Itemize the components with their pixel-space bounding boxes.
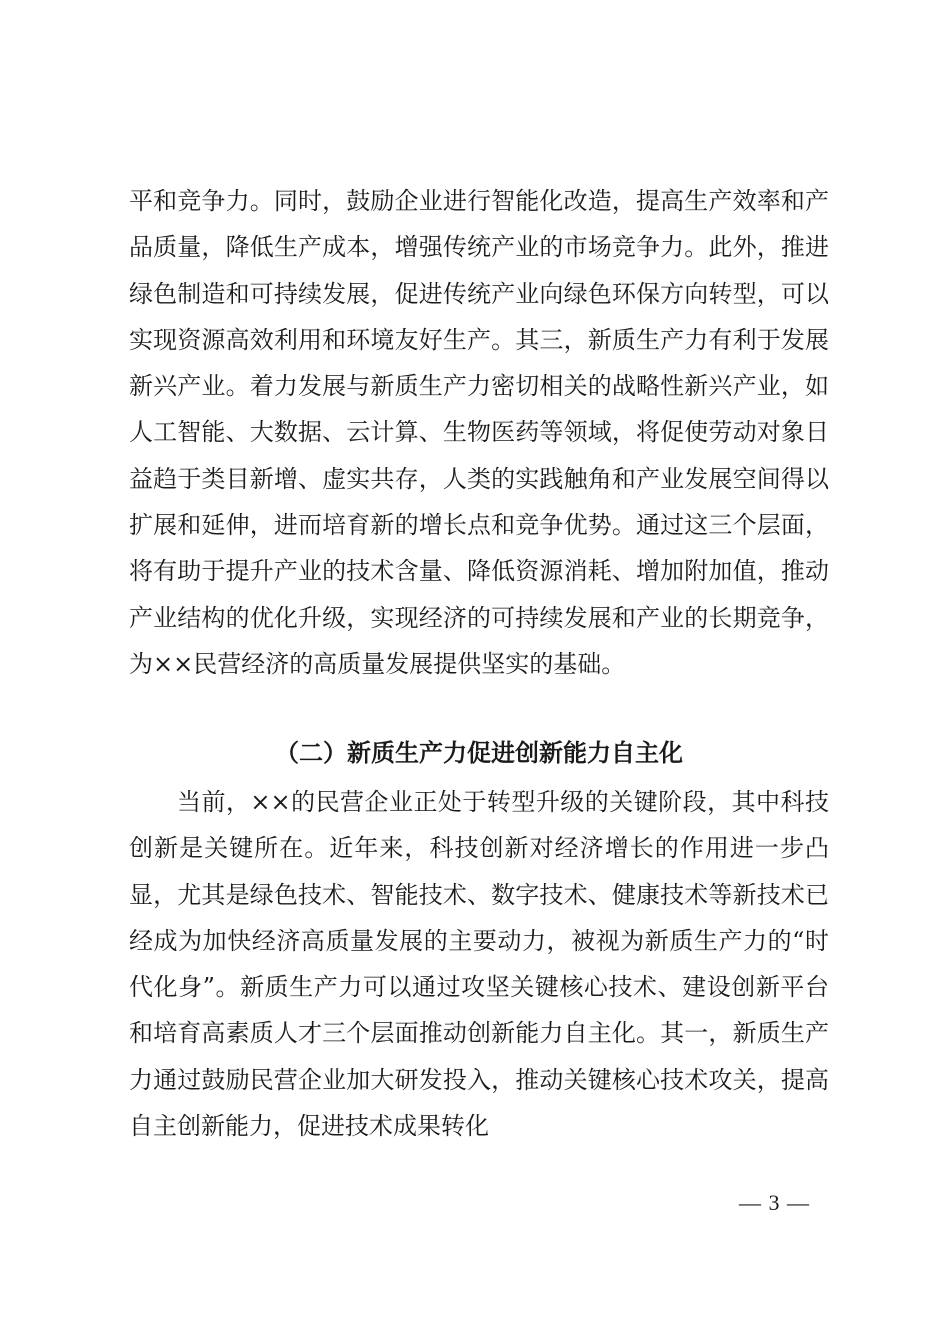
page-number: — 3 —	[739, 1190, 810, 1215]
section-heading: （二）新质生产力促进创新能力自主化	[275, 738, 683, 767]
body-paragraph-continued: 平和竞争力。同时，鼓励企业进行智能化改造，提高生产效率和产品质量，降低生产成本，增强传统产业的市场竞争力。此外，推进绿色制造和可持续发展，促进传统产业向绿色环保方向转型，可以实现资源高效利用和环境友好生产。其三，新质生产力有利于发展新兴产业。着力发展与新质生产力密切相关的战略性新兴产业，如人工智能、大数据、云计算、生物医药等领域，将促使劳动对象日益趋于类目新增、虚实共存，人类的实践触角和产业发展空间得以扩展和延伸，进而培育新的增长点和竞争优势。通过这三个层面，将有助于提升产业的技术含量、降低资源消耗、增加附加值，推动产业结构的优化升级，实现经济的可持续发展和产业的长期竞争，为××民营经济的高质量发展提供坚实的基础。	[129, 187, 829, 678]
body-paragraph-section-2: 当前，××的民营企业正处于转型升级的关键阶段，其中科技创新是关键所在。近年来，科技创新对经济增长的作用进一步凸显，尤其是绿色技术、智能技术、数字技术、健康技术等新技术已经成为加快经济高质量发展的主要动力，被视为新质生产力的“时代化身”。新质生产力可以通过攻坚关键核心技术、建设创新平台和培育高素质人才三个层面推动创新能力自主化。其一，新质生产力通过鼓励民营企业加大研发投入，推动关键核心技术攻关，提高自主创新能力，促进技术成果转化	[129, 788, 829, 1141]
